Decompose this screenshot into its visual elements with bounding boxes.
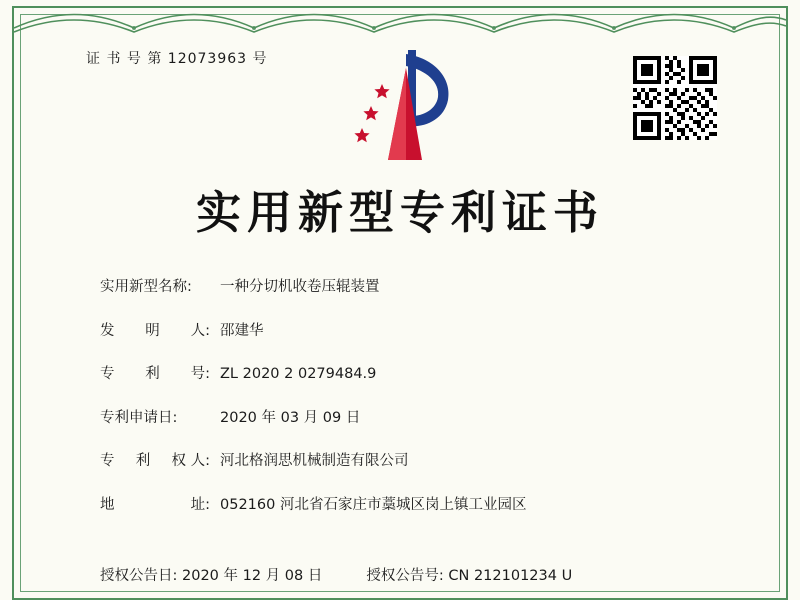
field-label-char: 专 [100, 453, 115, 469]
field-label: 专利申请日: [100, 409, 178, 426]
field-label-char: 人: [190, 322, 210, 339]
field-row-patentee [100, 449, 730, 470]
field-label-char: 权 人: [171, 453, 210, 469]
field-row-utility-model-name [100, 275, 730, 296]
qr-code [633, 56, 717, 140]
field-label-char: 址: [190, 496, 210, 513]
footer-announcement-number [366, 564, 572, 585]
field-label-char: 明 [145, 322, 160, 339]
field-label: 授权公告日: [100, 568, 178, 584]
field-value: 河北格润思机械制造有限公司 [220, 453, 409, 469]
top-ornament-band [14, 8, 786, 34]
field-label-char: 专 [100, 366, 115, 382]
field-label-char: 利 [145, 366, 160, 382]
certificate-fields [100, 275, 730, 536]
field-label: 实用新型名称: [100, 279, 192, 295]
field-row-application-date [100, 406, 730, 427]
field-label [100, 319, 220, 340]
field-label-char: 号: [190, 366, 210, 382]
cnipa-logo-icon [348, 44, 458, 164]
field-label-char: 利 [135, 453, 151, 469]
field-value: 邵建华 [220, 322, 264, 339]
field-value: 052160 河北省石家庄市藁城区岗上镇工业园区 [220, 496, 527, 513]
field-value: CN 212101234 U [448, 568, 573, 584]
certificate-number: 证 书 号 第 12073963 号 [86, 51, 268, 67]
certificate-footer [100, 564, 740, 585]
field-value: 一种分切机收卷压辊装置 [220, 279, 380, 295]
field-label-char: 地 [100, 496, 115, 513]
field-row-inventor [100, 319, 730, 340]
field-label [100, 362, 220, 383]
field-value: 2020 年 03 月 09 日 [220, 409, 361, 426]
field-row-patent-number [100, 362, 730, 383]
field-row-address [100, 493, 730, 514]
field-value: 2020 年 12 月 08 日 [182, 568, 323, 584]
field-label-char: 发 [100, 322, 115, 339]
page-title: 实用新型专利证书 [195, 186, 604, 239]
field-value: ZL 2020 2 0279484.9 [220, 366, 377, 382]
field-label [100, 493, 220, 514]
field-label [100, 449, 220, 470]
footer-announcement-date [100, 564, 322, 585]
field-label: 授权公告号: [366, 568, 444, 584]
